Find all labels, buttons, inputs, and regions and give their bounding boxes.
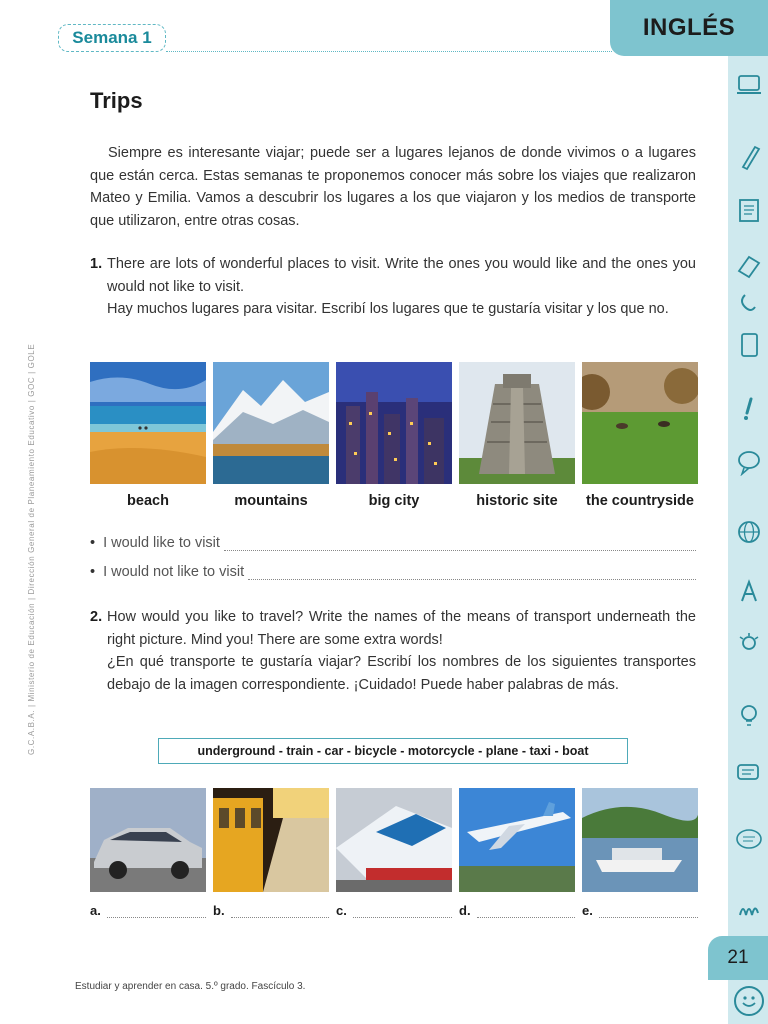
answer-a-letter: a. [90,903,101,918]
question-1-english: There are lots of wonderful places to visit. Write the ones you would like and the ones you would not like to visit. [107,256,696,295]
answer-d-letter: d. [459,903,471,918]
caption-countryside: the countryside [586,493,694,509]
subject-tab [610,0,768,56]
beach-photo [90,362,206,484]
mountains-photo [213,362,329,484]
boat-photo [582,788,698,892]
subject-label: INGLÉS [642,14,736,41]
laptop-icon [734,70,764,100]
books-icon [734,250,764,280]
pencil-icon [734,142,764,172]
question-2-spanish: ¿En qué transporte te gustaría viajar? Escribí los nombres de los siguientes transportes debajo de la imagen correspondiente. ¡Cuidado! Puede haber palabras de más. [107,654,696,693]
paperclip-icon [734,288,764,318]
would-like-answer-line[interactable] [224,539,696,551]
chat-icon [734,758,764,788]
page-title: Trips [90,88,143,113]
idea-person-icon [734,630,764,660]
places-captions [90,493,698,509]
lightbulb-icon [734,700,764,730]
answer-a-line[interactable] [107,908,206,918]
caption-beach: beach [127,493,169,509]
week-badge [58,24,166,52]
answer-e-line[interactable] [599,908,698,918]
would-not-like-line[interactable] [90,564,696,580]
page-number: 21 [708,936,768,980]
would-not-like-label: I would not like to visit [103,564,245,580]
question-1-number: 1. [90,256,103,272]
plane-photo [459,788,575,892]
header-divider [166,51,612,52]
question-2-number: 2. [90,609,103,625]
vertical-credit: G.C.A.B.A. | Ministerio de Educación | Dirección General de Planeamiento Educativo | GOC | GOLE [27,343,36,755]
letter-a-icon [734,576,764,606]
answer-e[interactable] [582,903,698,918]
underground-photo [213,788,329,892]
answer-d[interactable] [459,903,575,918]
places-photos [90,362,698,484]
answer-c-letter: c. [336,903,347,918]
question-2-english: How would you like to travel? Write the names of the means of transport underneath the right picture. Mind you! There are some extra words! [107,609,696,648]
answer-d-line[interactable] [477,908,575,918]
cursive-m-icon [734,894,764,924]
footer-text: Estudiar y aprender en casa. 5.º grado. Fascículo 3. [75,981,306,992]
side-strip [728,56,768,936]
bullet-dot: • [90,564,96,580]
question-2 [90,606,696,696]
globe-icon [734,517,764,547]
big-city-photo [336,362,452,484]
caption-big-city: big city [368,493,420,509]
would-like-label: I would like to visit [103,535,220,551]
intro-paragraph: Siempre es interesante viajar; puede ser a lugares lejanos de donde vivimos o a lugares que están cerca. Estas semanas te proponemos conocer más sobre los viajes que realizaron Mateo y Emilia. Vamos a descubrir los lugares a los que viajaron y los medios de transporte que utilizaron, entre otras cosas. [90,145,696,229]
answer-b-line[interactable] [231,908,329,918]
transport-answers [90,903,698,918]
thanks-bubble-icon [734,824,764,854]
car-photo [90,788,206,892]
transport-photos [90,788,698,892]
word-bank: underground - train - car - bicycle - motorcycle - plane - taxi - boat [158,738,628,764]
notebook-icon [734,195,764,225]
caption-mountains: mountains [234,493,308,509]
question-1 [90,253,696,321]
historic-site-photo [459,362,575,484]
exclamation-icon [734,394,764,424]
answer-c[interactable] [336,903,452,918]
answer-b-letter: b. [213,903,225,918]
caption-historic-site: historic site [476,493,558,509]
bullet-dot: • [90,535,96,551]
answer-c-line[interactable] [353,908,452,918]
week-label: Semana 1 [72,28,152,47]
answer-b[interactable] [213,903,329,918]
speech-question-icon [734,447,764,477]
answer-e-letter: e. [582,903,593,918]
question-1-spanish: Hay muchos lugares para visitar. Escribí los lugares que te gustaría visitar y los que no. [107,301,669,317]
smiley-icon [734,986,764,1016]
countryside-photo [582,362,698,484]
train-photo [336,788,452,892]
would-like-line[interactable] [90,535,696,551]
answer-a[interactable] [90,903,206,918]
tablet-icon [734,330,764,360]
would-not-like-answer-line[interactable] [248,568,696,580]
